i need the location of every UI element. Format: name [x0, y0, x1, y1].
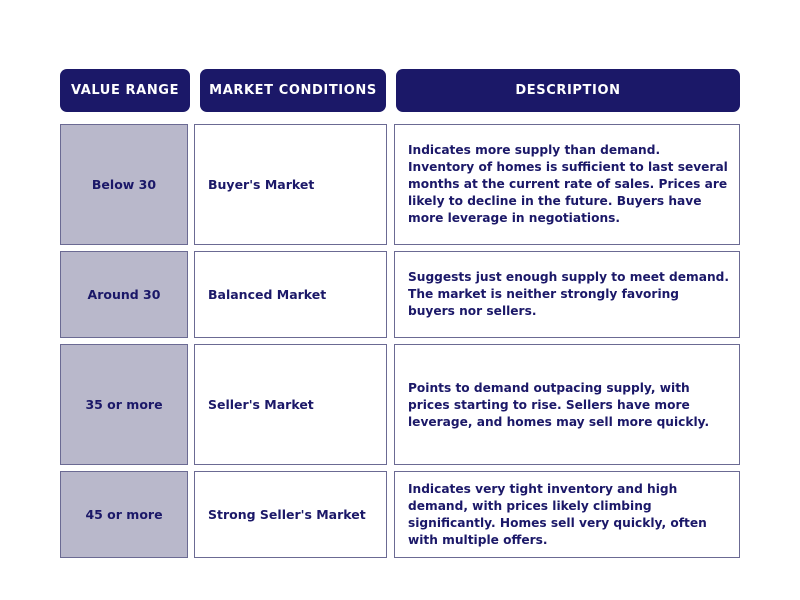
- row-2-value-range: Around 30: [60, 251, 188, 338]
- header-value-range: VALUE RANGE: [60, 69, 190, 112]
- row-3-market-condition: Seller's Market: [194, 344, 387, 465]
- row-3-value-range: 35 or more: [60, 344, 188, 465]
- row-4-market-condition: Strong Seller's Market: [194, 471, 387, 558]
- header-market-conditions: MARKET CONDITIONS: [200, 69, 386, 112]
- row-1-market-condition: Buyer's Market: [194, 124, 387, 245]
- row-1-description: Indicates more supply than demand. Inventory of homes is sufficient to last several months at the current rate of sales. Prices are likely to decline in the future. Buyers have more leverage in negotiations.: [394, 124, 740, 245]
- row-2-description: Suggests just enough supply to meet demand. The market is neither strongly favoring buyers nor sellers.: [394, 251, 740, 338]
- row-4-value-range: 45 or more: [60, 471, 188, 558]
- row-3-description: Points to demand outpacing supply, with prices starting to rise. Sellers have more leverage, and homes may sell more quickly.: [394, 344, 740, 465]
- row-1-value-range: Below 30: [60, 124, 188, 245]
- header-description: DESCRIPTION: [396, 69, 740, 112]
- row-4-description: Indicates very tight inventory and high demand, with prices likely climbing significantly. Homes sell very quickly, often with multiple offers.: [394, 471, 740, 558]
- row-2-market-condition: Balanced Market: [194, 251, 387, 338]
